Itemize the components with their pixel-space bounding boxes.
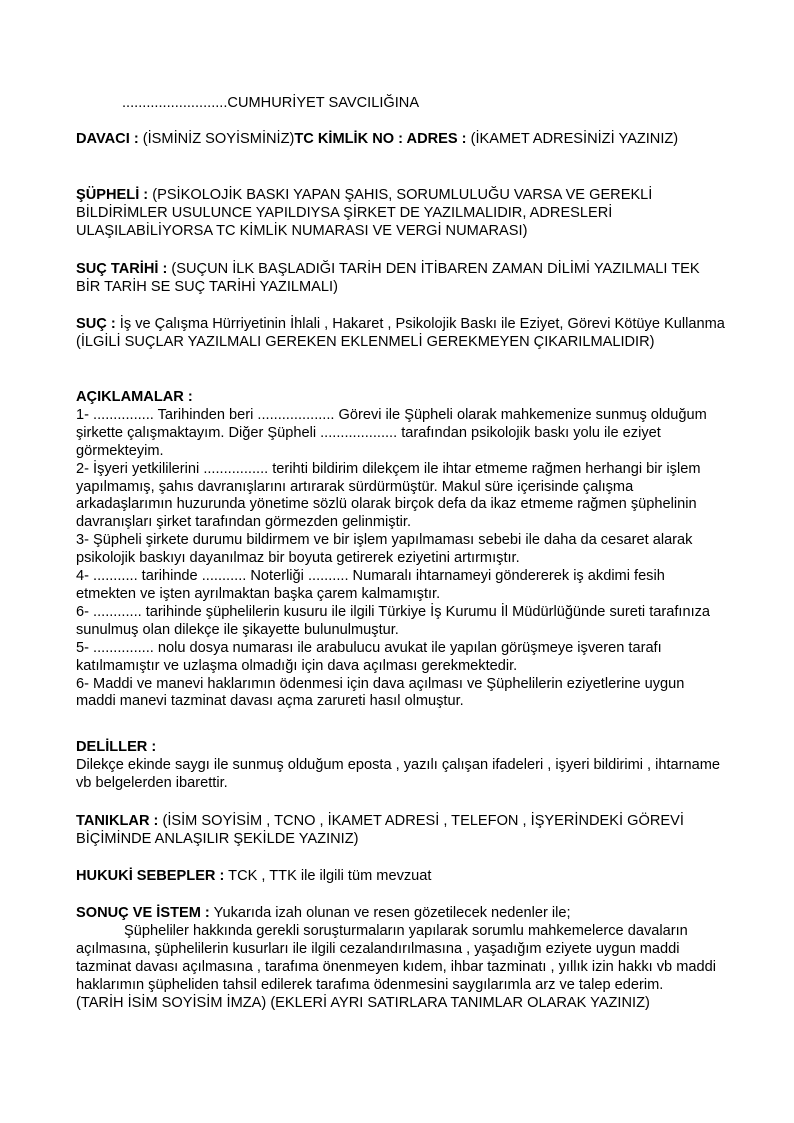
conclusion-body: Şüpheliler hakkında gerekli soruşturmaların yapılarak sorumlu mahkemelerce davaların açılmasına, şüphelilerin kusurları ile ilgili cezalandırılmasına , yaşadığım eziyete uygun maddi tazminat davası açılmasına , tarafıma önenmeyen kıdem, ihbar tazminatı , yıllık izin hakkı vb maddi haklarımın şüpheliden tahsil edilerek tarafıma ödenmesini saygılarımla arz ve talep ederim.: [76, 922, 716, 993]
explanation-item: 2- İşyeri yetkililerini ................ terihti bildirim dilekçem ile ihtar etmeme rağmen herhangi bir işlem yapılmamış, şahıs davranışlarını artırarak sürdürmüştür. Makul süre içerisinde çalışma arkadaşlarımın huzurunda yönetime sözlü olarak birçok defa da ikaz etmeme rağmen şüphelinin davranışları şirket tarafından görmezden gelinmiştir.: [76, 460, 701, 531]
evidence-section: [76, 739, 726, 793]
explanation-item: 5- ............... nolu dosya numarası ile arabulucu avukat ile yapılan görüşmeye işveren tarafı katılmamıştır ve uzlaşma olmadığı için dava açılması gerekmektedir.: [76, 639, 662, 674]
legal-grounds-label: HUKUKİ SEBEPLER :: [76, 868, 225, 884]
conclusion-intro: Yukarıda izah olunan ve resen gözetilecek nedenler ile;: [209, 905, 571, 921]
suspect-label: ŞÜPHELİ :: [76, 187, 149, 203]
witnesses-section: [76, 813, 726, 849]
evidence-label: DELİLLER :: [76, 739, 157, 755]
explanation-item: 6- ............ tarihinde şüphelilerin kusuru ile ilgili Türkiye İş Kurumu İl Müdürlüğünde sureti tarafınıza sunulmuş olan dilekçe ile şikayette bulunulmuştur.: [76, 603, 711, 638]
witnesses-label: TANIKLAR :: [76, 813, 159, 829]
tc-label: TC KİMLİK NO :: [294, 131, 404, 147]
crime-label: SUÇ :: [76, 316, 116, 332]
explanation-item: 6- Maddi ve manevi haklarımın ödenmesi için dava açılması ve Şüphelilerin eziyetlerine uygun maddi manevi tazminat davası açma zarureti hasıl olmuştur.: [76, 675, 685, 710]
crime-date-label: SUÇ TARİHİ :: [76, 261, 168, 277]
plaintiff-section: [76, 131, 726, 149]
explanation-item: 3- Şüpheli şirkete durumu bildirmem ve bir işlem yapılmaması sebebi ile daha da cesaret alarak psikolojik baskıyı dayanılmaz bir boyuta getirerek eziyetini artırmıştır.: [76, 532, 693, 567]
explanations-label: AÇIKLAMALAR :: [76, 389, 193, 405]
evidence-text: Dilekçe ekinde saygı ile sunmuş olduğum eposta , yazılı çalışan ifadeleri , işyeri bildirimi , ihtarname vb belgelerden ibarettir.: [76, 756, 721, 791]
document-title: ..........................CUMHURİYET SAVCILIĞINA: [122, 95, 420, 111]
plaintiff-name-placeholder: (İSMİNİZ SOYİSMİNİZ): [138, 131, 295, 147]
legal-grounds-text: TCK , TTK ile ilgili tüm mevzuat: [224, 868, 432, 884]
conclusion-label: SONUÇ VE İSTEM :: [76, 905, 210, 921]
suspect-text: (PSİKOLOJİK BASKI YAPAN ŞAHIS, SORUMLULUĞU VARSA VE GEREKLİ BİLDİRİMLER USULUNCE YAPILDIYSA ŞİRKET DE YAZILMALIDIR, ADRESLERİ ULAŞILABİLİYORSA TC KİMLİK NUMARASI VE VERGİ NUMARASI): [76, 187, 653, 239]
explanation-item: 1- ............... Tarihinden beri ................... Görevi ile Şüpheli olarak mahkemenize sunmuş olduğum şirkette çalışmaktayım. Diğer Şüpheli ................... tarafından psikolojik baskı yolu ile eziyet görmekteyim.: [76, 406, 707, 459]
plaintiff-label: DAVACI :: [76, 131, 139, 147]
crime-section: [76, 316, 726, 352]
crime-date-text: (SUÇUN İLK BAŞLADIĞI TARİH DEN İTİBAREN ZAMAN DİLİMİ YAZILMALI TEK BİR TARİH SE SUÇ TARİHİ YAZILMALI): [76, 261, 700, 295]
suspect-section: [76, 187, 726, 241]
crime-date-section: [76, 261, 726, 297]
witnesses-text: (İSİM SOYİSİM , TCNO , İKAMET ADRESİ , TELEFON , İŞYERİNDEKİ GÖREVİ BİÇİMİNDE ANLAŞILIR ŞEKİLDE YAZINIZ): [76, 813, 684, 847]
address-label: ADRES :: [403, 131, 467, 147]
legal-grounds-section: [76, 868, 726, 886]
explanations-section: [76, 389, 726, 711]
conclusion-footer: (TARİH İSİM SOYİSİM İMZA) (EKLERİ AYRI SATIRLARA TANIMLAR OLARAK YAZINIZ): [76, 994, 650, 1011]
crime-text: İş ve Çalışma Hürriyetinin İhlali , Hakaret , Psikolojik Baskı ile Eziyet, Görevi Kötüye Kullanma (İLGİLİ SUÇLAR YAZILMALI GEREKEN EKLENMELİ GEREKMEYEN ÇIKARILMALIDIR): [76, 316, 725, 350]
explanation-item: 4- ........... tarihinde ........... Noterliği .......... Numaralı ihtarnameyi göndererek iş akdimi fesih etmekten ve işten ayrılmaktan başka çarem kalmamıştır.: [76, 568, 665, 602]
conclusion-section: [76, 905, 726, 1012]
address-placeholder: (İKAMET ADRESİNİZİ YAZINIZ): [466, 131, 679, 147]
